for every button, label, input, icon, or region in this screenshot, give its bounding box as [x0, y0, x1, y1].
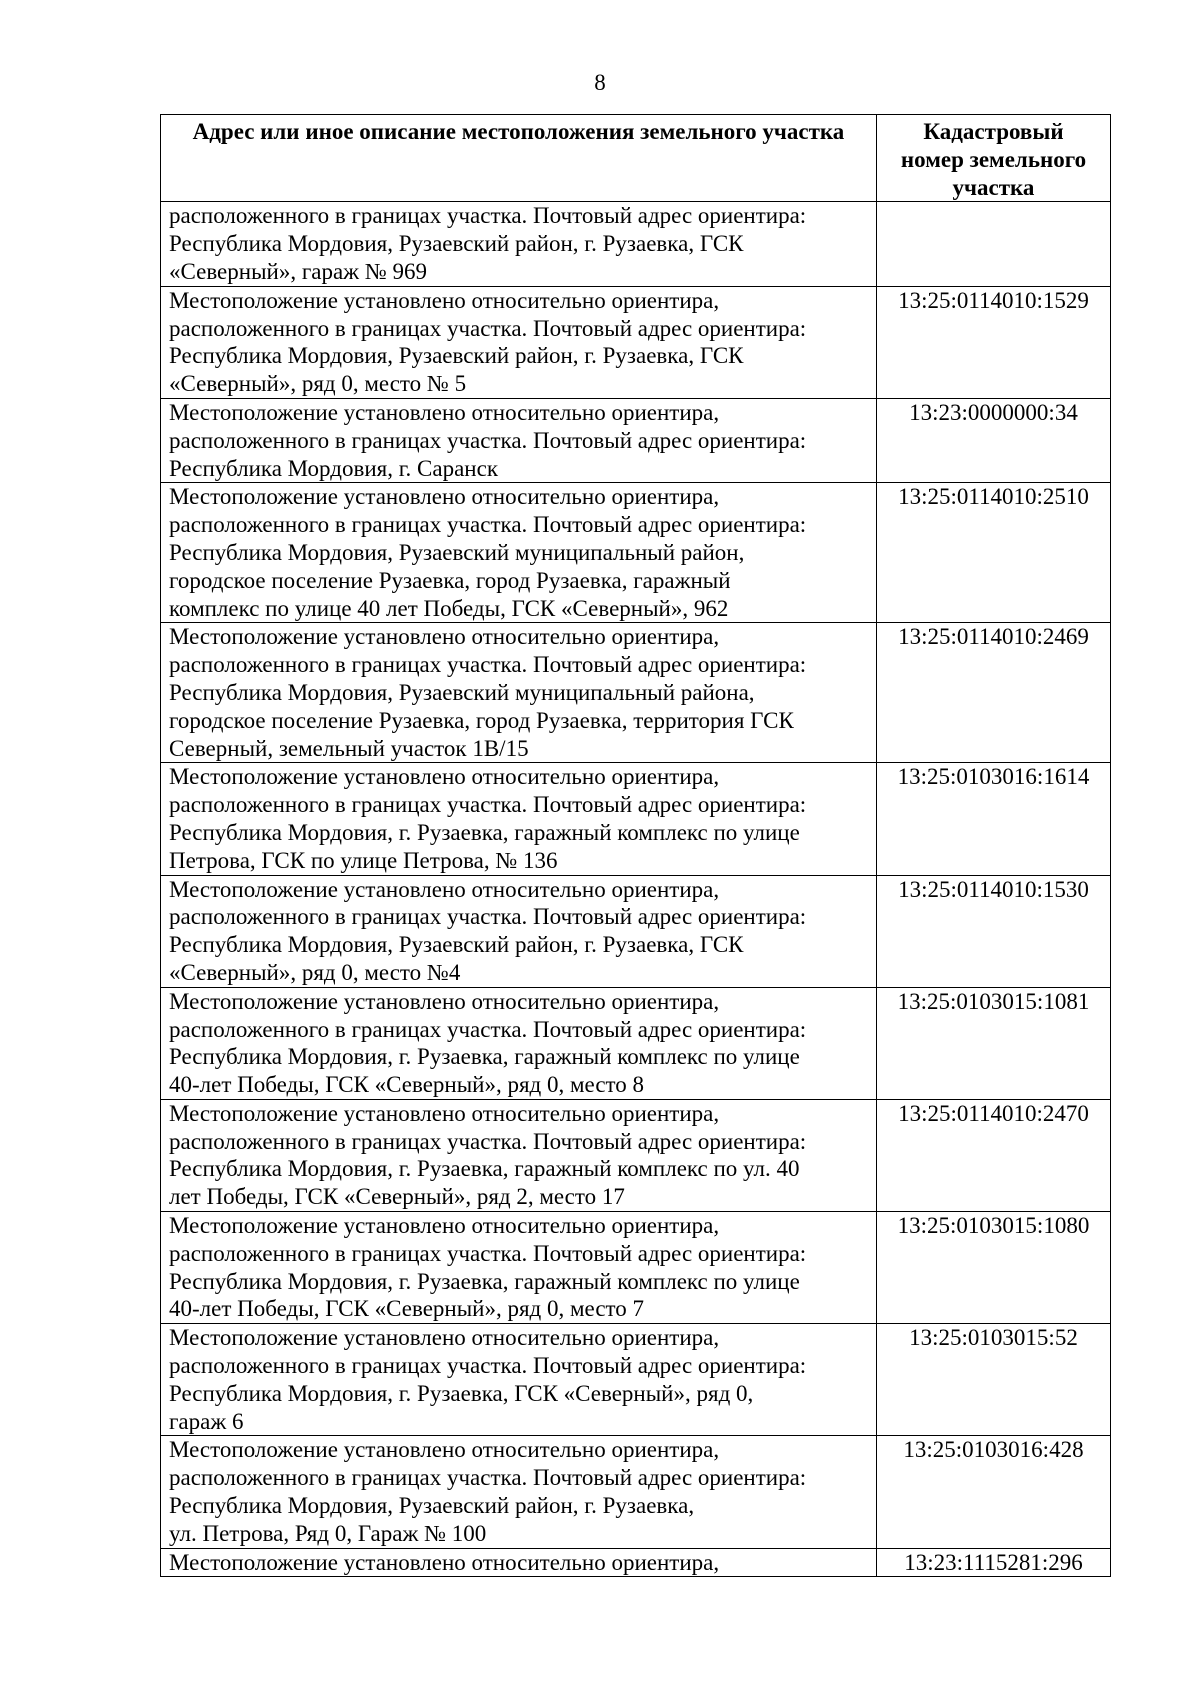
- address-line: Республика Мордовия, г. Рузаевка, гаражный комплекс по улице: [169, 1044, 800, 1070]
- land-plots-table: [160, 114, 1111, 1577]
- address-line: Республика Мордовия, г. Рузаевка, гаражный комплекс по улице: [169, 1268, 800, 1294]
- address-line: Республика Мордовия, Рузаевский район, г. Рузаевка, ГСК: [169, 231, 744, 257]
- table-row: [161, 286, 1111, 398]
- table-row: [161, 398, 1111, 482]
- address-line: Республика Мордовия, Рузаевский район, г. Рузаевка, ГСК: [169, 932, 744, 958]
- cadastral-number-cell: 13:25:0103015:1080: [877, 1212, 1111, 1324]
- cadastral-number-cell: 13:25:0103015:1081: [877, 987, 1111, 1099]
- address-line: «Северный», гараж № 969: [169, 258, 428, 284]
- address-line: Республика Мордовия, г. Саранск: [169, 455, 498, 481]
- address-line: лет Победы, ГСК «Северный», ряд 2, место 17: [169, 1184, 625, 1210]
- address-cell: [161, 1212, 877, 1324]
- address-line: Республика Мордовия, Рузаевский муниципальный район,: [169, 539, 745, 565]
- address-cell: [161, 1324, 877, 1436]
- address-line: ул. Петрова, Ряд 0, Гараж № 100: [169, 1520, 487, 1546]
- address-line: Республика Мордовия, Рузаевский район, г. Рузаевка, ГСК: [169, 343, 744, 369]
- table-row: [161, 483, 1111, 623]
- header-cadastral-line: номер земельного: [900, 146, 1087, 172]
- address-line: Местоположение установлено относительно ориентира,: [169, 624, 720, 650]
- header-address: Адрес или иное описание местоположения земельного участка: [161, 115, 877, 202]
- cadastral-number-cell: 13:23:0000000:34: [877, 398, 1111, 482]
- cadastral-number-cell: 13:25:0114010:1530: [877, 875, 1111, 987]
- cadastral-number-cell: 13:25:0103016:428: [877, 1436, 1111, 1548]
- table-row: [161, 875, 1111, 987]
- address-line: Республика Мордовия, г. Рузаевка, ГСК «Северный», ряд 0,: [169, 1380, 754, 1406]
- address-cell: [161, 763, 877, 875]
- cadastral-number-cell: 13:25:0114010:2510: [877, 483, 1111, 623]
- address-line: Местоположение установлено относительно ориентира,: [169, 484, 720, 510]
- address-line: Северный, земельный участок 1В/15: [169, 735, 529, 761]
- address-line: Местоположение установлено относительно ориентира,: [169, 1100, 720, 1126]
- page-number: 8: [594, 70, 606, 95]
- address-line: Местоположение установлено относительно ориентира,: [169, 1437, 720, 1463]
- address-line: Местоположение установлено относительно ориентира,: [169, 988, 720, 1014]
- table-row: [161, 202, 1111, 286]
- address-line: расположенного в границах участка. Почтовый адрес ориентира:: [169, 1016, 807, 1042]
- address-line: Местоположение установлено относительно ориентира,: [169, 399, 720, 425]
- address-line: расположенного в границах участка. Почтовый адрес ориентира:: [169, 203, 807, 229]
- address-line: 40-лет Победы, ГСК «Северный», ряд 0, место 7: [169, 1296, 645, 1322]
- table-row: [161, 987, 1111, 1099]
- address-line: Республика Мордовия, Рузаевский муниципальный района,: [169, 679, 755, 705]
- address-cell: [161, 987, 877, 1099]
- address-line: расположенного в границах участка. Почтовый адрес ориентира:: [169, 1353, 807, 1379]
- cadastral-number-cell: 13:25:0103015:52: [877, 1324, 1111, 1436]
- address-cell: [161, 483, 877, 623]
- cadastral-number-cell: 13:25:0114010:2469: [877, 623, 1111, 763]
- address-line: Местоположение установлено относительно ориентира,: [169, 287, 720, 313]
- address-line: расположенного в границах участка. Почтовый адрес ориентира:: [169, 1240, 807, 1266]
- address-line: расположенного в границах участка. Почтовый адрес ориентира:: [169, 315, 807, 341]
- address-line: «Северный», ряд 0, место № 5: [169, 371, 467, 397]
- address-line: расположенного в границах участка. Почтовый адрес ориентира:: [169, 904, 807, 930]
- address-line: расположенного в границах участка. Почтовый адрес ориентира:: [169, 652, 807, 678]
- address-line: расположенного в границах участка. Почтовый адрес ориентира:: [169, 512, 807, 538]
- address-cell: [161, 623, 877, 763]
- address-line: «Северный», ряд 0, место №4: [169, 959, 461, 985]
- address-cell: [161, 1548, 877, 1577]
- address-line: расположенного в границах участка. Почтовый адрес ориентира:: [169, 1128, 807, 1154]
- address-line: расположенного в границах участка. Почтовый адрес ориентира:: [169, 427, 807, 453]
- address-cell: [161, 875, 877, 987]
- address-line: Петрова, ГСК по улице Петрова, № 136: [169, 847, 558, 873]
- address-line: городское поселение Рузаевка, город Рузаевка, гаражный: [169, 567, 731, 593]
- cadastral-number-cell: 13:25:0114010:1529: [877, 286, 1111, 398]
- address-line: расположенного в границах участка. Почтовый адрес ориентира:: [169, 1465, 807, 1491]
- table-row: [161, 763, 1111, 875]
- address-line: городское поселение Рузаевка, город Рузаевка, территория ГСК: [169, 707, 794, 733]
- table-row: [161, 1436, 1111, 1548]
- address-cell: [161, 1436, 877, 1548]
- table-row: [161, 623, 1111, 763]
- table-header-row: [161, 115, 1111, 202]
- address-cell: [161, 398, 877, 482]
- address-line: Республика Мордовия, Рузаевский район, г. Рузаевка,: [169, 1493, 695, 1519]
- table-row: [161, 1548, 1111, 1577]
- header-cadastral-line: участка: [952, 174, 1035, 200]
- address-line: Местоположение установлено относительно ориентира,: [169, 1325, 720, 1351]
- address-line: 40-лет Победы, ГСК «Северный», ряд 0, место 8: [169, 1072, 645, 1098]
- address-line: Республика Мордовия, г. Рузаевка, гаражный комплекс по ул. 40: [169, 1156, 800, 1182]
- address-line: Местоположение установлено относительно ориентира,: [169, 876, 720, 902]
- address-line: Местоположение установлено относительно ориентира,: [169, 764, 720, 790]
- header-cadastral-line: Кадастровый: [923, 119, 1064, 144]
- address-cell: [161, 202, 877, 286]
- table-row: [161, 1099, 1111, 1211]
- cadastral-number-cell: 13:23:1115281:296: [877, 1548, 1111, 1577]
- address-line: Местоположение установлено относительно ориентира,: [169, 1549, 720, 1575]
- table-row: [161, 1212, 1111, 1324]
- address-cell: [161, 286, 877, 398]
- address-cell: [161, 1099, 877, 1211]
- address-line: гараж 6: [169, 1408, 244, 1434]
- cadastral-number-cell: [877, 202, 1111, 286]
- table-body: [161, 202, 1111, 1577]
- address-line: Республика Мордовия, г. Рузаевка, гаражный комплекс по улице: [169, 819, 800, 845]
- address-line: расположенного в границах участка. Почтовый адрес ориентира:: [169, 792, 807, 818]
- cadastral-number-cell: 13:25:0103016:1614: [877, 763, 1111, 875]
- header-cadastral: [877, 115, 1111, 202]
- cadastral-number-cell: 13:25:0114010:2470: [877, 1099, 1111, 1211]
- address-line: Местоположение установлено относительно ориентира,: [169, 1213, 720, 1239]
- land-plots-table-container: [160, 114, 1110, 1577]
- address-line: комплекс по улице 40 лет Победы, ГСК «Северный», 962: [169, 595, 729, 621]
- table-row: [161, 1324, 1111, 1436]
